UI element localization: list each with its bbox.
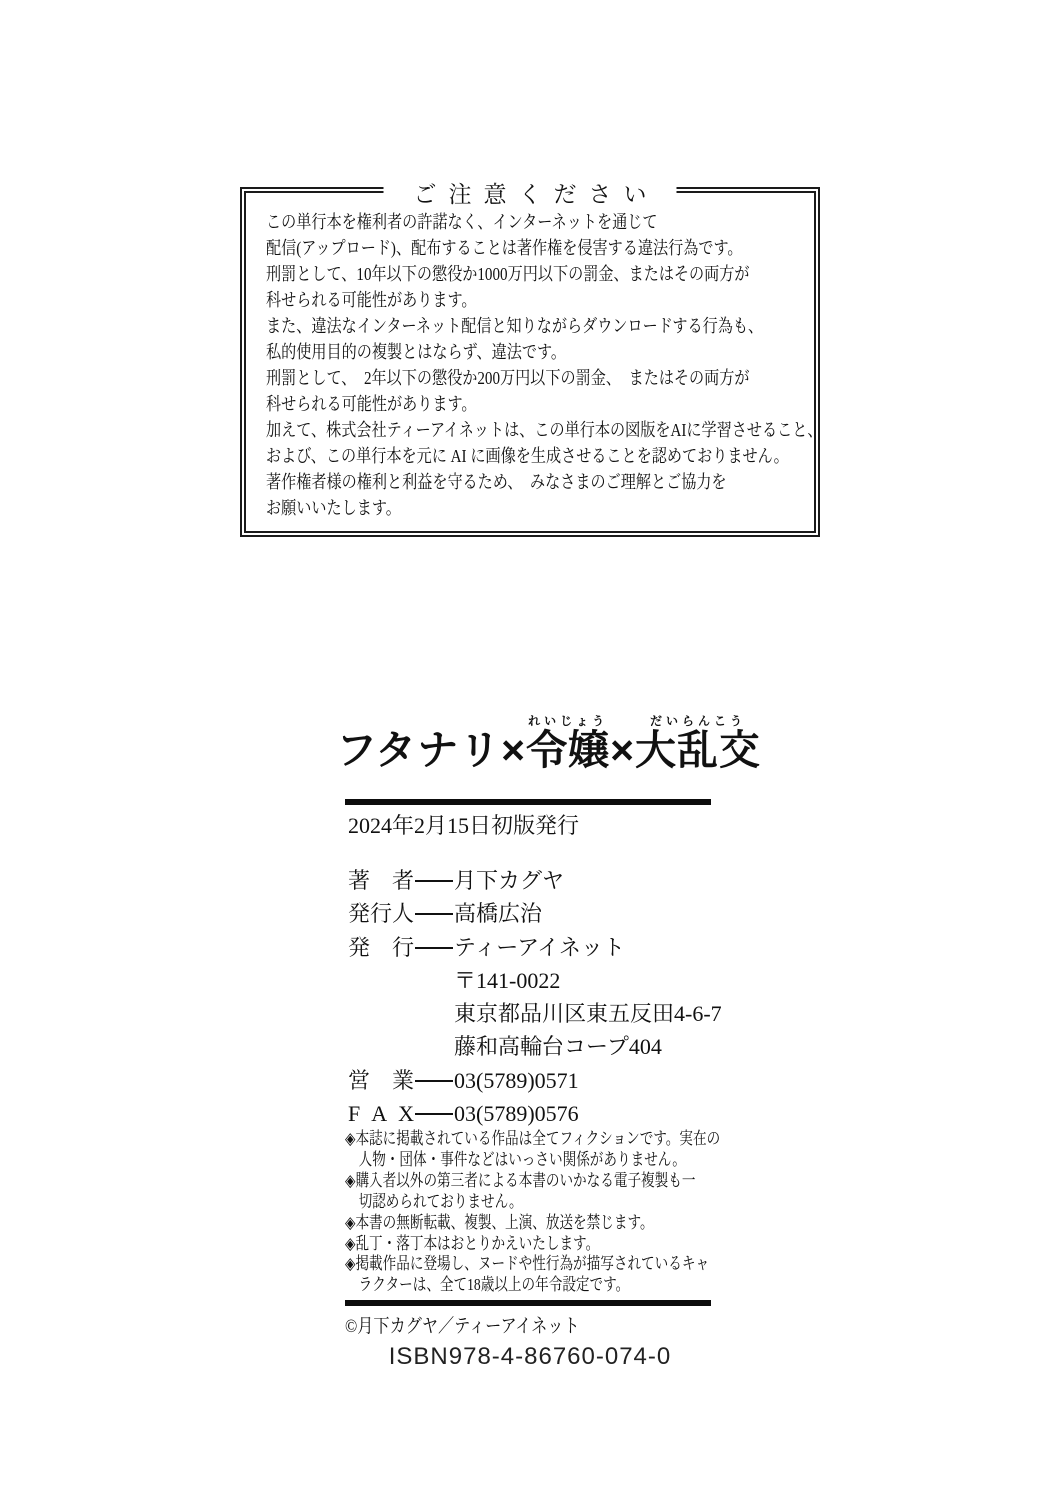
notice-box-title: ご注意ください	[384, 176, 677, 209]
note-line: 人物・団体・事件などはいっさい関係がありません。	[345, 1149, 686, 1169]
pub-row	[454, 964, 722, 997]
notes	[345, 1129, 814, 1296]
dash-connector	[415, 947, 453, 949]
notice-line: 刑罰として、 2年以下の懲役か200万円以下の罰金、 またはその両方が	[266, 368, 750, 388]
title-ruby-segment: 大乱交だいらんこう	[635, 714, 762, 773]
notice-line: お願いいたします。	[266, 498, 401, 518]
isbn-number: ISBN978-4-86760-074-0	[388, 1343, 672, 1370]
note-line: ◈購入者以外の第三者による本書のいかなる電子複製も一	[345, 1170, 696, 1190]
pub-row	[348, 1064, 722, 1097]
notice-box-body	[246, 193, 823, 521]
notice-line: また、違法なインターネット配信と知りながらダウンロードする行為も、	[266, 316, 764, 336]
notice-line: および、この単行本を元に AI に画像を生成させることを認めておりません。	[266, 446, 789, 466]
notice-line: 著作権者様の権利と利益を守るため、 みなさまのご理解とご協力を	[266, 472, 727, 492]
note-line: ◈本誌に掲載されている作品は全てフィクションです。実在の	[345, 1129, 721, 1148]
notice-line: 刑罰として、10年以下の懲役か1000万円以下の罰金、またはその両方が	[266, 264, 750, 284]
pub-row-value: ティーアイネット	[454, 934, 625, 960]
publication-rows	[348, 864, 722, 1130]
notice-line: 科せられる可能性があります。	[266, 394, 477, 414]
pub-row-label: F A X	[348, 1101, 414, 1127]
pub-row-label: 営 業	[348, 1067, 414, 1093]
note-line: 切認められておりません。	[345, 1191, 523, 1211]
pub-row	[348, 931, 722, 964]
notice-line: この単行本を権利者の許諾なく、インターネットを通じて	[266, 212, 658, 232]
pub-row-label: 発 行	[348, 934, 414, 960]
dash-connector	[415, 1113, 453, 1115]
edition-date: 2024年2月15日初版発行	[348, 813, 580, 838]
pub-row	[454, 997, 722, 1030]
title-ruby-segment: 令嬢れいじょう	[526, 714, 611, 773]
pub-row-value: 〒141-0022	[454, 967, 561, 993]
copyright-line: ©月下カグヤ／ティーアイネット	[345, 1316, 580, 1337]
note-line: ラクターは、全て18歳以上の年令設定です。	[345, 1275, 630, 1295]
pub-row	[454, 1030, 722, 1063]
pub-row	[348, 897, 722, 930]
pub-row-label: 発 行 人	[348, 901, 415, 927]
pub-row-value: 東京都品川区東五反田4-6-7	[454, 1001, 722, 1027]
pub-row-value: 03(5789)0571	[454, 1067, 579, 1093]
pub-row-value: 高橋広治	[454, 901, 543, 927]
notice-line: 私的使用目的の複製とはならず、違法です。	[266, 342, 566, 362]
pub-row	[348, 1097, 722, 1130]
dash-connector	[415, 880, 453, 882]
note-line: ◈本書の無断転載、複製、上演、放送を禁じます。	[345, 1212, 654, 1232]
dash-connector	[415, 913, 453, 915]
title-text-segment: ×	[610, 727, 636, 773]
book-title	[336, 714, 761, 773]
title-text-segment: フタナリ×	[336, 727, 527, 773]
pub-row-label: 著 者	[348, 868, 414, 893]
note-line: ◈乱丁・落丁本はおとりかえいたします。	[345, 1233, 600, 1253]
dash-connector	[415, 1080, 453, 1082]
pub-row-value: 03(5789)0576	[454, 1101, 579, 1127]
copyright-notice-box	[240, 182, 823, 537]
divider-bar-top	[345, 799, 711, 805]
notice-line: 配信(アップロード)、配布することは著作権を侵害する違法行為です。	[266, 238, 743, 258]
note-line: ◈掲載作品に登場し、ヌードや性行為が描写されているキャ	[345, 1254, 710, 1274]
divider-bar-bottom	[345, 1300, 711, 1306]
pub-row-value: 月下カグヤ	[454, 868, 565, 893]
pub-row-value: 藤和高輪台コープ404	[454, 1034, 662, 1060]
notice-line: 加えて、株式会社ティーアイネットは、この単行本の図版をAIに学習させること、	[266, 420, 823, 440]
pub-row	[348, 864, 722, 897]
notice-line: 科せられる可能性があります。	[266, 290, 477, 310]
